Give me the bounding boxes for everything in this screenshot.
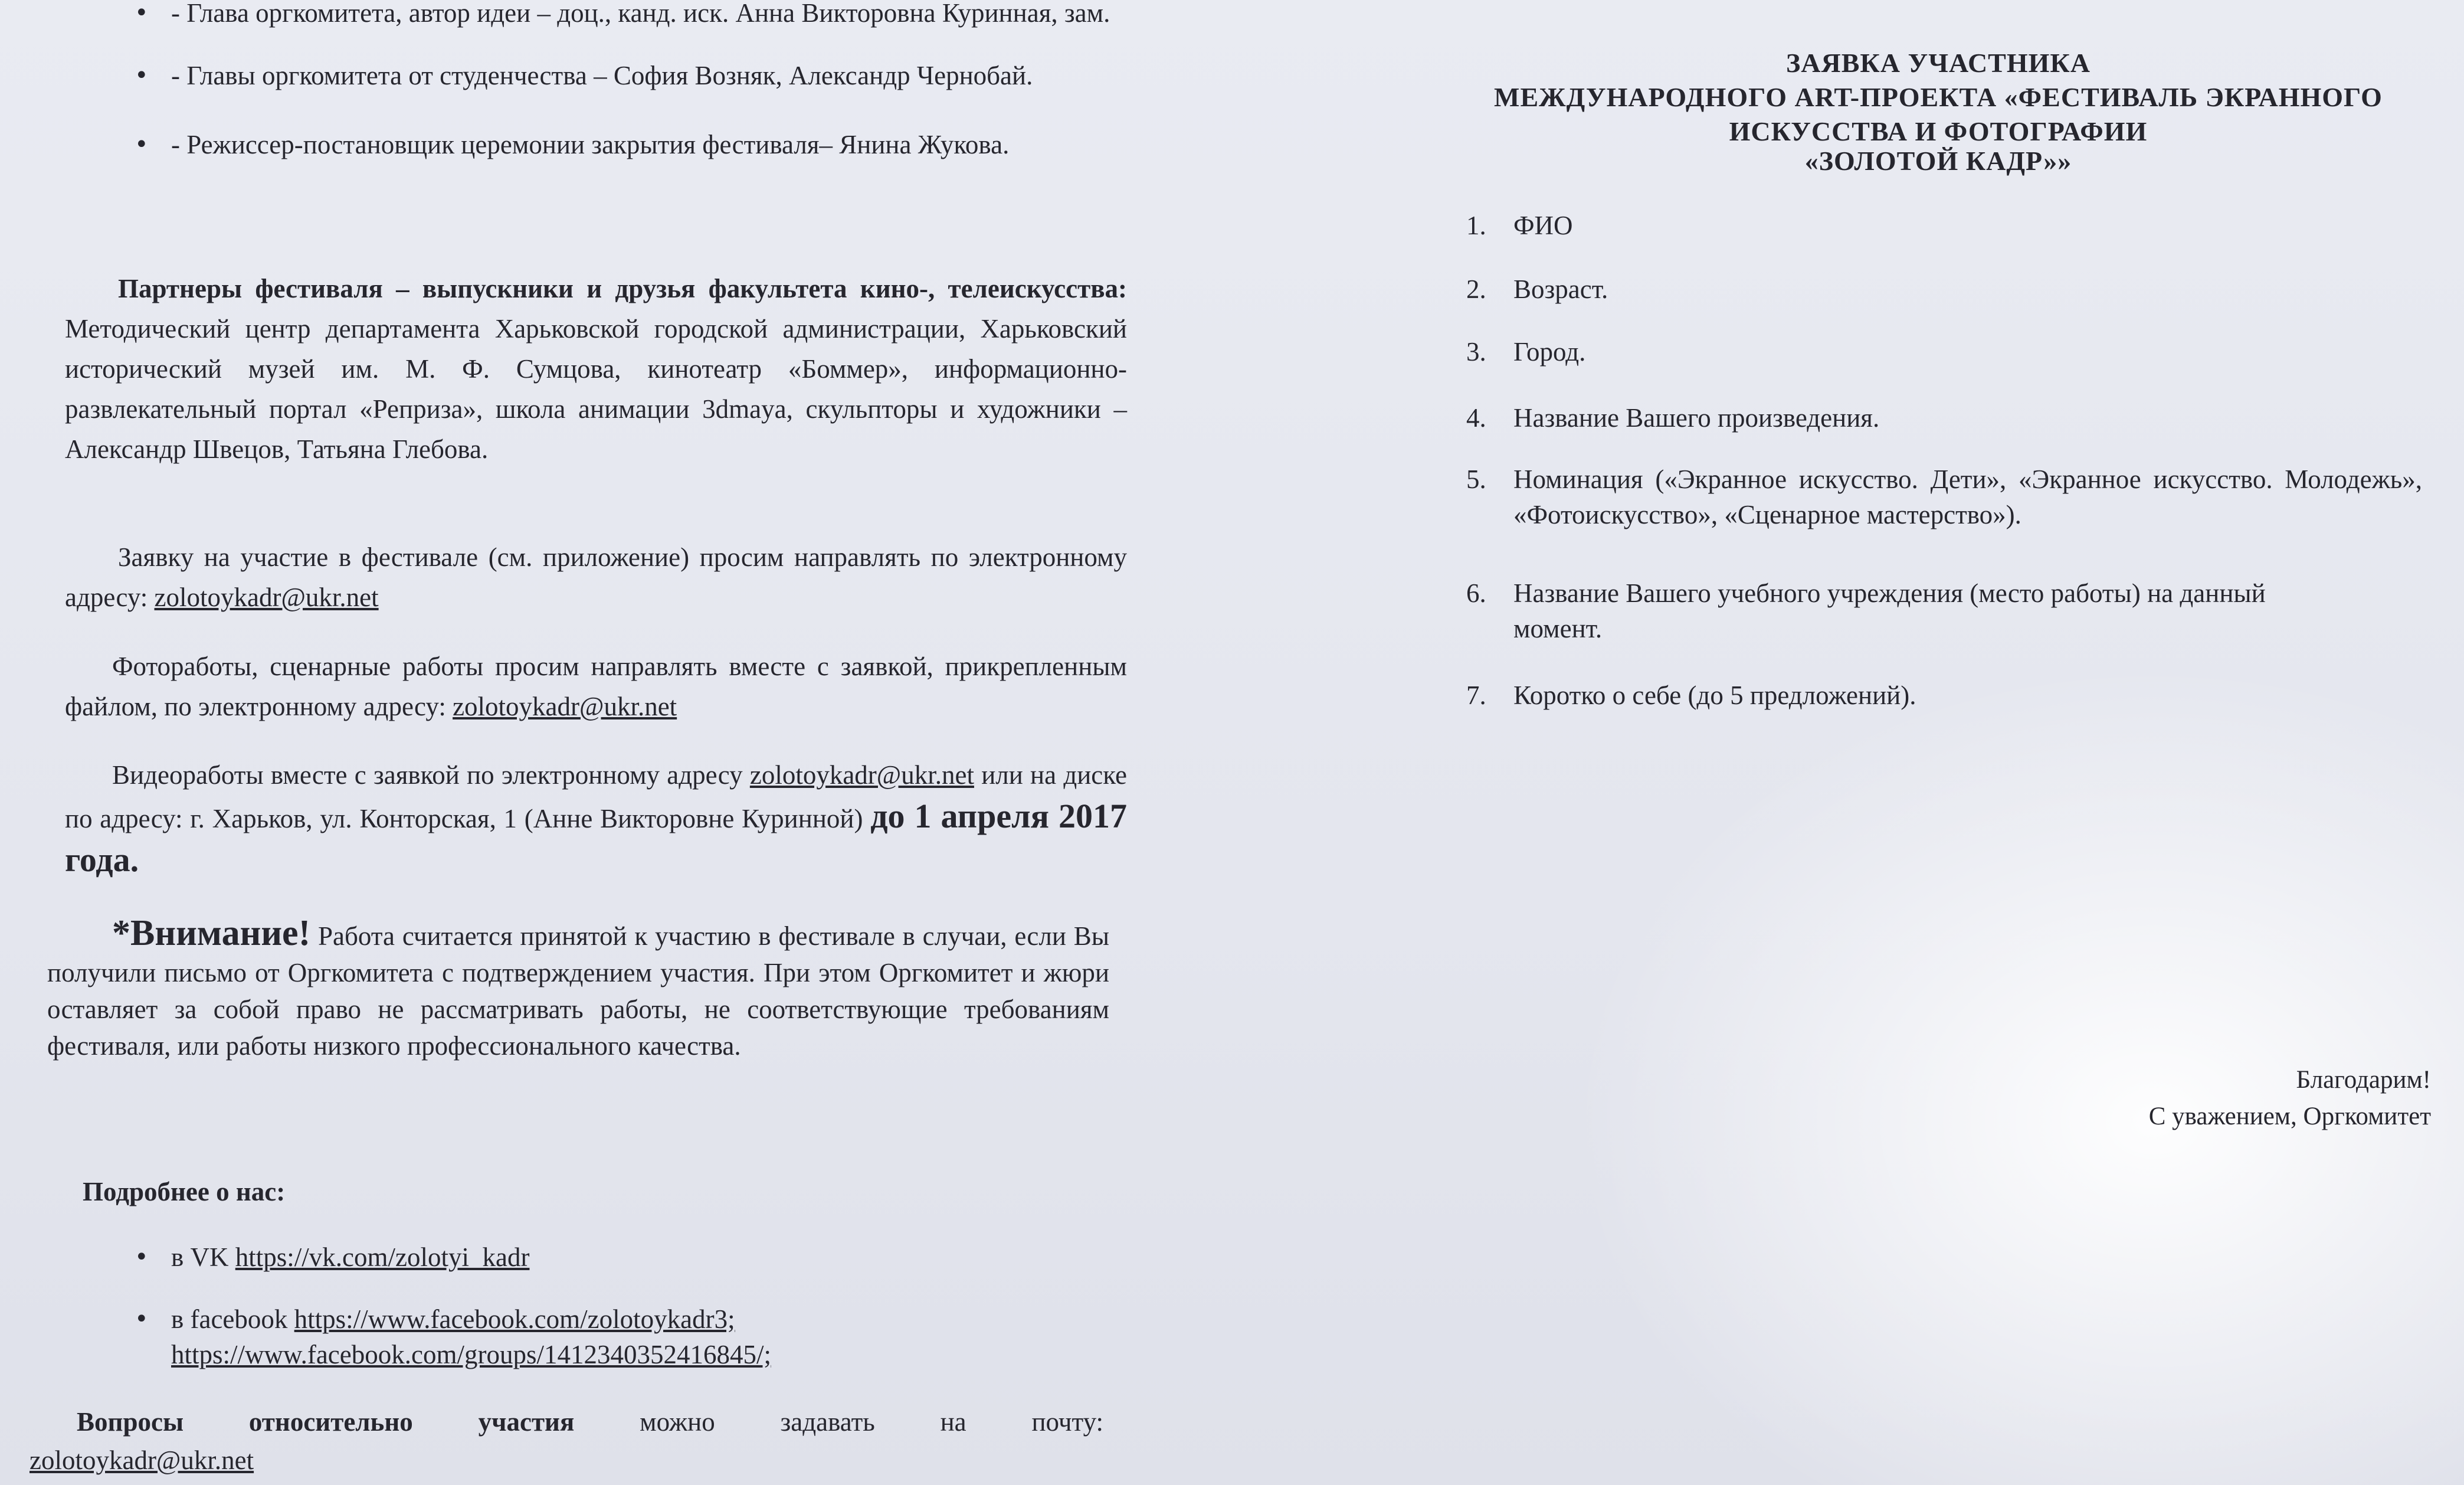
bullet-student-heads: • - Главы оргкомитета от студенчества – София Возняк, Александр Чернобай. [171,58,1127,93]
apply-paragraph: Заявку на участие в фестивале (см. приложение) просим направлять по электронному адресу: zolotoykadr@ukr.net [65,542,1127,612]
email-link[interactable]: zolotoykadr@ukr.net [30,1445,254,1475]
email-link[interactable]: zolotoykadr@ukr.net [154,583,379,612]
form-item-about: 7. Коротко о себе (до 5 предложений). [1466,681,1916,710]
photo-paragraph: Фотоработы, сценарные работы просим направлять вместе с заявкой, прикрепленным файлом, по электронному адресу: zolotoykadr@ukr.net [65,652,1127,721]
facebook-link[interactable]: https://www.facebook.com/zolotoykadr3; [294,1304,735,1334]
form-item-work-title: 4. Название Вашего произведения. [1466,403,1880,433]
info-page [0,0,1156,1485]
form-title-line-1: ЗАЯВКА УЧАСТНИКА [1786,48,2091,78]
thanks-text: Благодарим! [2296,1066,2431,1094]
bullet-director: • - Режиссер-постановщик церемонии закрытия фестиваля– Янина Жукова. [171,127,1127,162]
form-title-line-3: ИСКУССТВА И ФОТОГРАФИИ [1729,116,2148,146]
video-paragraph: Видеоработы вместе с заявкой по электронному адресу zolotoykadr@ukr.net или на диске по адресу: г. Харьков, ул. Конторская, 1 (Анне Викторовне Куринной) до 1 апреля 2017 года. [65,760,1127,879]
questions-email-line [30,1440,1092,1480]
regards-text: С уважением, Оргкомитет [2148,1103,2431,1130]
form-title-line-4: «ЗОЛОТОЙ КАДР»» [1804,146,2072,176]
form-item-nomination: 5. Номинация («Экранное искусство. Дети», «Экранное искусство. Молодежь», «Фотоискусство», «Сценарное мастерство»). [1466,465,2422,529]
bullet-organizer: • - Глава оргкомитета, автор идеи – доц., канд. иск. Анна Викторовна Куринная, зам. [171,0,1127,31]
form-item-institution: 6. Название Вашего учебного учреждения (место работы) на данный момент. [1466,578,2266,643]
attention-label: *Внимание! [112,913,311,953]
partners-paragraph: Партнеры фестиваля – выпускники и друзья факультета кино-, телеискусства: Методический центр департамента Харьковской городской администрации, Харьковский исторический музей им. М. Ф. Сумцова, кинотеатр «Боммер», информационно-развлекательный портал «Реприза», школа анимации 3dmaya, скульпторы и художники – Александр Швецов, Татьяна Глебова. [65,274,1127,464]
facebook-group-link[interactable]: https://www.facebook.com/groups/1412340352416845/; [171,1340,771,1369]
deadline: до 1 апреля 2017 года. [65,797,1127,879]
questions-paragraph: Вопросы относительно участия можно задавать на почту: [77,1407,1103,1437]
bullet-vk: • в VK https://vk.com/zolotyi_kadr [171,1239,1127,1275]
form-item-age: 2. Возраст. [1466,274,1608,304]
application-form-page [1428,0,2449,1485]
attention-paragraph: *Внимание! Работа считается принятой к участию в фестивале в случаи, если Вы получили письмо от Оргкомитета с подтверждением участия. При этом Оргкомитет и жюри оставляет за собой право не рассматривать работы, не соответствующие требованиям фестиваля, или работы низкого профессионального качества. [47,913,1109,1061]
email-link[interactable]: zolotoykadr@ukr.net [453,692,677,721]
bullet-facebook: • в facebook https://www.facebook.com/zolotoykadr3; https://www.facebook.com/groups/1412340352416845/; [171,1301,1127,1372]
email-link[interactable]: zolotoykadr@ukr.net [749,760,974,790]
more-about-us-title: Подробнее о нас: [83,1177,286,1206]
form-item-name: 1. ФИО [1466,211,1573,240]
form-item-city: 3. Город. [1466,337,1586,367]
form-title-line-2: МЕЖДУНАРОДНОГО ART-ПРОЕКТА «ФЕСТИВАЛЬ ЭКРАННОГО [1494,82,2383,112]
vk-link[interactable]: https://vk.com/zolotyi_kadr [235,1242,530,1272]
